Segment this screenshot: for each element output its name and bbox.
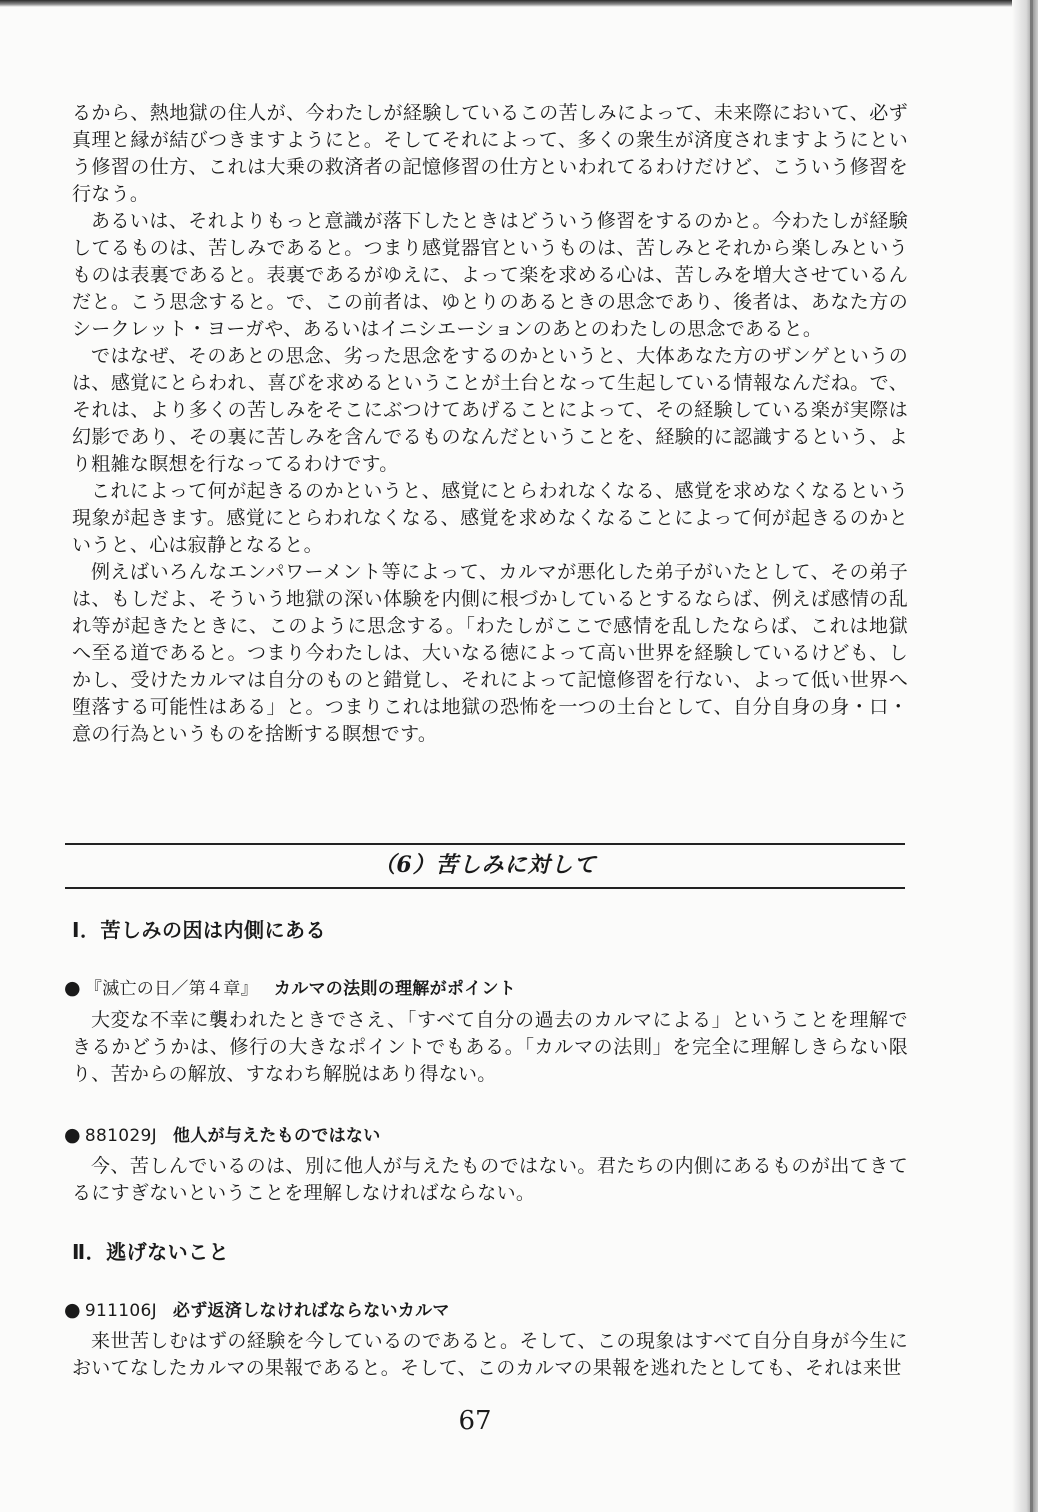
- heading-do-not-escape: Ⅱ．逃げないこと: [72, 1240, 230, 1264]
- source-reference: 881029J: [84, 1126, 157, 1146]
- paragraph-continued: るから、熱地獄の住人が、今わたしが経験しているこの苦しみによって、未来際において、必ず真理と縁が結びつきますようにと。そしてそれによって、多くの衆生が済度されますようにという修習の仕方、これは大乗の救済者の記憶修習の仕方といわれてるわけだけど、こういう修習を行なう。: [72, 102, 908, 205]
- scan-edge-right: [1012, 0, 1038, 1512]
- quote-text: 来世苦しむはずの経験を今しているのであると。そして、この現象はすべて自分自身が今生においてなしたカルマの果報であると。そして、このカルマの果報を逃れたとしても、それは来世: [72, 1330, 908, 1379]
- page-number: 67: [458, 1406, 492, 1436]
- section-title: （6）苦しみに対して: [373, 852, 597, 878]
- subheading-title: 他人が与えたものではない: [172, 1126, 381, 1146]
- paragraph: これによって何が起きるのかというと、感覚にとらわれなくなる、感覚を求めなくなるという現象が起きます。感覚にとらわれなくなる、感覚を求めなくなることによって何が起きるのかというと、心は寂静となると。: [72, 480, 908, 556]
- bullet-icon: ●: [64, 1299, 81, 1321]
- bullet-icon: ●: [64, 1124, 81, 1146]
- subheading-karma-to-repay: [64, 1296, 450, 1321]
- subheading-not-given-by-others: [64, 1121, 381, 1146]
- paragraph: 例えばいろんなエンパワーメント等によって、カルマが悪化した弟子がいたとして、その弟子は、もしだよ、そういう地獄の深い体験を内側に根づかしているとするならば、例えば感情の乱れ等が起きたときに、このように思念する。「わたしがここで感情を乱したならば、これは地獄へ至る道であると。つまり今わたしは、大いなる徳によって高い世界を経験しているけども、しかし、受けたカルマは自分のものと錯覚し、それによって記憶修習を行ない、よって低い世界へ堕落する可能性はある」と。つまりこれは地獄の恐怖を一つの土台として、自分自身の身・口・意の行為というものを捨断する瞑想です。: [72, 561, 908, 745]
- subheading-title: 必ず返済しなければならないカルマ: [172, 1301, 450, 1321]
- section-rule-bottom: [65, 887, 905, 889]
- quote-text: 今、苦しんでいるのは、別に他人が与えたものではない。君たちの内側にあるものが出てきてるにすぎないということを理解しなければならない。: [72, 1155, 908, 1204]
- scan-edge-line: [1030, 0, 1033, 1512]
- quote-block: [72, 1153, 908, 1207]
- paragraph: ではなぜ、そのあとの思念、劣った思念をするのかというと、大体あなた方のザンゲというのは、感覚にとらわれ、喜びを求めるということが土台となって生起している情報なんだね。で、それは、より多くの苦しみをそこにぶつけてあげることによって、その経験している楽が実際は幻影であり、その裏に苦しみを含んでるものなんだということを、経験的に認識するという、より粗雑な瞑想を行なってるわけです。: [72, 345, 908, 475]
- source-reference: 911106J: [84, 1301, 157, 1321]
- source-reference: 『滅亡の日／第４章』: [84, 979, 258, 999]
- bullet-icon: ●: [64, 977, 81, 999]
- quote-block: [72, 1007, 908, 1088]
- quote-text: 大変な不幸に襲われたときでさえ、「すべて自分の過去のカルマによる」ということを理解できるかどうかは、修行の大きなポイントでもある。「カルマの法則」を完全に理解しきらない限り、苦からの解放、すなわち解脱はあり得ない。: [72, 1009, 908, 1085]
- subheading-karma-law: [64, 974, 516, 999]
- scan-edge-top: [0, 0, 1038, 7]
- subheading-title: カルマの法則の理解がポイント: [273, 979, 517, 999]
- paragraph: あるいは、それよりもっと意識が落下したときはどういう修習をするのかと。今わたしが経験してるものは、苦しみであると。つまり感覚器官というものは、苦しみとそれから楽しみというものは表裏であると。表裏であるがゆえに、よって楽を求める心は、苦しみを増大させているんだと。こう思念すると。で、この前者は、ゆとりのあるときの思念であり、後者は、あなた方のシークレット・ヨーガや、あるいはイニシエーションのあとのわたしの思念であると。: [72, 210, 908, 340]
- heading-cause-of-suffering: Ⅰ．苦しみの因は内側にある: [72, 918, 326, 942]
- top-text-block: [72, 100, 908, 748]
- quote-block: [72, 1328, 908, 1382]
- section-rule-top: [65, 843, 905, 845]
